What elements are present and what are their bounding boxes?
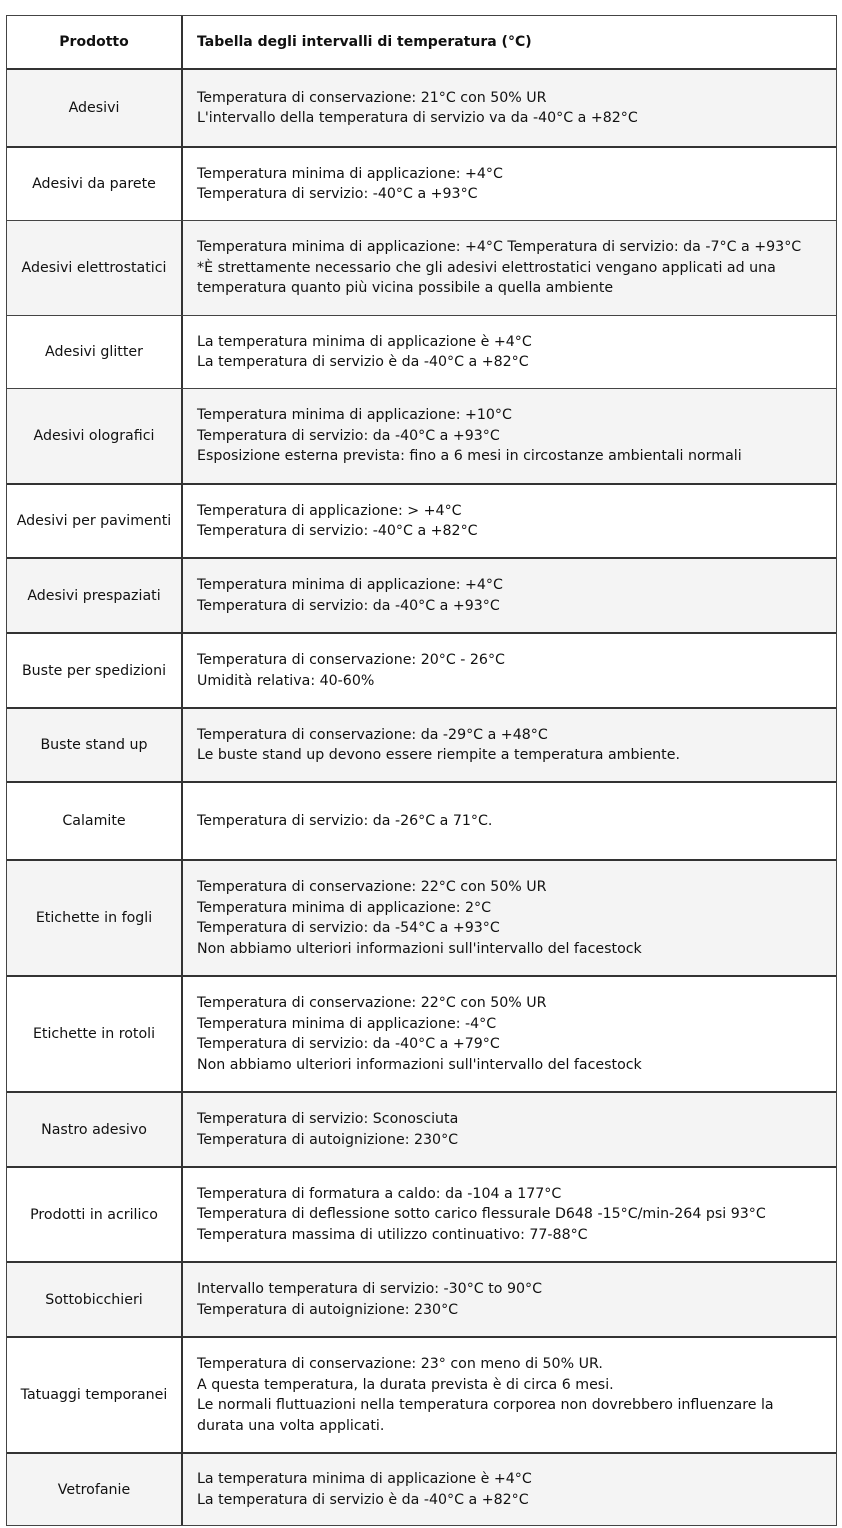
description-line: Intervallo temperatura di servizio: -30°C to 90°C (197, 1281, 543, 1297)
table-row (7, 632, 836, 707)
table-row (7, 707, 836, 781)
description-cell (183, 559, 836, 632)
description-line: La temperatura di servizio è da -40°C a +82°C (197, 354, 529, 370)
description-cell (183, 634, 836, 707)
description-line: Le buste stand up devono essere riempite a temperatura ambiente. (197, 747, 680, 763)
description-line: Le normali fluttuazioni nella temperatura corporea non dovrebbero influenzare la (197, 1397, 774, 1413)
description-cell (183, 1338, 836, 1452)
description-line: Temperatura massima di utilizzo continuativo: 77-88°C (197, 1226, 588, 1243)
description-cell (183, 1454, 836, 1525)
table-row (7, 220, 836, 315)
description-cell (183, 221, 836, 315)
description-line: Temperatura minima di applicazione: +4°C (197, 165, 503, 182)
table-row (7, 315, 836, 388)
product-cell: Calamite (7, 783, 183, 859)
product-cell: Adesivi da parete (7, 148, 183, 220)
description-line: Temperatura di conservazione: 23° con meno di 50% UR. (197, 1356, 603, 1372)
description-line: Temperatura di servizio: da -26°C a 71°C. (197, 812, 493, 829)
product-cell: Adesivi elettrostatici (7, 221, 183, 315)
description-line: Temperatura di servizio: Sconosciuta (197, 1111, 459, 1127)
table-row (7, 1091, 836, 1166)
description-line: Temperatura di servizio: da -40°C a +93°C (197, 427, 500, 444)
description-line: Temperatura di conservazione: da -29°C a +48°C (197, 726, 548, 743)
table-row (7, 557, 836, 632)
description-line: Temperatura di servizio: da -54°C a +93°C (197, 920, 500, 936)
description-line: Temperatura minima di applicazione: +10°C (197, 407, 512, 424)
description-line: Temperatura minima di applicazione: -4°C (197, 1015, 497, 1032)
product-cell: Prodotti in acrilico (7, 1168, 183, 1261)
product-cell: Nastro adesivo (7, 1093, 183, 1166)
product-cell: Etichette in rotoli (7, 977, 183, 1091)
description-line: durata una volta applicati. (197, 1417, 385, 1434)
description-cell (183, 1263, 836, 1336)
description-cell (183, 389, 836, 483)
product-cell: Adesivi per pavimenti (7, 485, 183, 557)
header-product: Prodotto (7, 16, 183, 68)
description-cell (183, 1093, 836, 1166)
description-line: Temperatura di conservazione: 21°C con 50% UR (197, 89, 547, 106)
product-cell: Adesivi olografici (7, 389, 183, 483)
description-line: Temperatura di conservazione: 20°C - 26°C (197, 652, 505, 668)
description-line: Temperatura di formatura a caldo: da -104 a 177°C (197, 1185, 562, 1202)
table-row (7, 1261, 836, 1336)
description-line: A questa temperatura, la durata prevista è di circa 6 mesi. (197, 1376, 614, 1393)
table-row (7, 1452, 836, 1525)
description-line: Temperatura minima di applicazione: +4°C (197, 577, 503, 593)
description-cell (183, 485, 836, 557)
description-line: Umidità relativa: 40-60% (197, 672, 375, 689)
description-line: Temperatura di autoignizione: 230°C (197, 1131, 459, 1148)
product-cell: Adesivi glitter (7, 316, 183, 388)
description-cell (183, 709, 836, 781)
description-line: Esposizione esterna prevista: fino a 6 mesi in circostanze ambientali normali (197, 448, 742, 465)
description-cell (183, 1168, 836, 1261)
description-line: Temperatura di autoignizione: 230°C (197, 1301, 459, 1318)
table-row (7, 68, 836, 146)
description-cell (183, 70, 836, 146)
description-line: Temperatura di servizio: -40°C a +93°C (197, 186, 478, 202)
product-cell: Etichette in fogli (7, 861, 183, 975)
description-line: Temperatura di applicazione: > +4°C (197, 502, 462, 519)
table-row (7, 388, 836, 483)
description-line: La temperatura minima di applicazione è +4°C (197, 333, 532, 350)
description-cell (183, 316, 836, 388)
product-cell: Adesivi (7, 70, 183, 146)
description-line: L'intervallo della temperatura di servizio va da -40°C a +82°C (197, 110, 638, 126)
description-cell (183, 783, 836, 859)
product-cell: Buste stand up (7, 709, 183, 781)
product-cell: Tatuaggi temporanei (7, 1338, 183, 1452)
product-cell: Sottobicchieri (7, 1263, 183, 1336)
description-cell (183, 861, 836, 975)
table-row (7, 781, 836, 859)
description-line: Temperatura di servizio: da -40°C a +79°C (197, 1036, 500, 1052)
table-row (7, 1166, 836, 1261)
description-line: Non abbiamo ulteriori informazioni sull'intervallo del facestock (197, 1056, 642, 1073)
description-line: Temperatura minima di applicazione: +4°C Temperatura di servizio: da -7°C a +93°C (197, 239, 802, 256)
description-line: La temperatura minima di applicazione è +4°C (197, 1471, 532, 1487)
description-line: La temperatura di servizio è da -40°C a +82°C (197, 1491, 529, 1508)
description-cell (183, 148, 836, 220)
description-line: Temperatura di servizio: -40°C a +82°C (197, 523, 478, 539)
description-line: Temperatura di conservazione: 22°C con 50% UR (197, 879, 547, 895)
table-row (7, 975, 836, 1091)
description-line: Temperatura di servizio: da -40°C a +93°C (197, 597, 500, 614)
header-description: Tabella degli intervalli di temperatura (°C) (197, 33, 532, 50)
table-header-row (7, 16, 836, 68)
temperature-table (6, 15, 837, 1526)
description-line: Non abbiamo ulteriori informazioni sull'intervallo del facestock (197, 940, 642, 957)
table-row (7, 483, 836, 557)
product-cell: Buste per spedizioni (7, 634, 183, 707)
product-cell: Adesivi prespaziati (7, 559, 183, 632)
description-line: Temperatura di deflessione sotto carico flessurale D648 -15°C/min-264 psi 93°C (197, 1206, 766, 1223)
description-line: temperatura quanto più vicina possibile a quella ambiente (197, 280, 614, 297)
table-row (7, 859, 836, 975)
description-line: *È strettamente necessario che gli adesivi elettrostatici vengano applicati ad una (197, 259, 776, 276)
description-line: Temperatura minima di applicazione: 2°C (197, 899, 492, 916)
description-cell (183, 977, 836, 1091)
product-cell: Vetrofanie (7, 1454, 183, 1525)
description-line: Temperatura di conservazione: 22°C con 50% UR (197, 995, 547, 1011)
table-row (7, 146, 836, 220)
table-row (7, 1336, 836, 1452)
